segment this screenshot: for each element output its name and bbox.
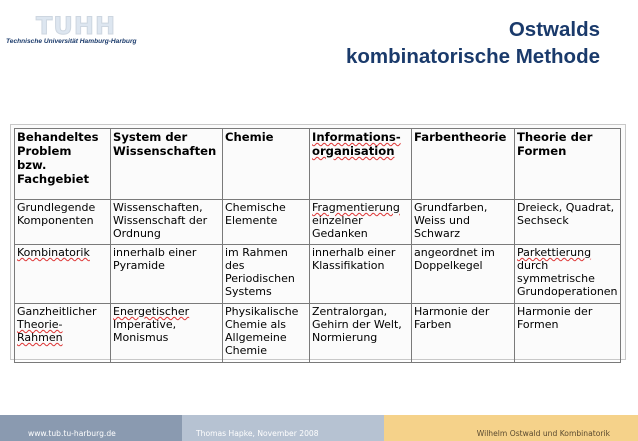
cell-line: einzelner xyxy=(312,214,363,227)
table-cell xyxy=(111,245,223,304)
cell-line: Chemie xyxy=(225,344,267,357)
table-row xyxy=(15,200,621,245)
comparison-table xyxy=(14,128,621,363)
header-cell-farbentheorie: Farbentheorie xyxy=(412,129,515,200)
cell-line: Wissenschaft der xyxy=(113,214,208,227)
cell-line: Normierung xyxy=(312,331,378,344)
header-info-line-1: Informations- xyxy=(312,130,401,144)
cell-line: im Rahmen xyxy=(225,246,288,259)
cell-line: Kombinatorik xyxy=(17,246,90,259)
table-header-row xyxy=(15,129,621,200)
header-cell-system xyxy=(111,129,223,200)
header-info-line-2: organisation xyxy=(312,144,395,158)
table-cell xyxy=(412,304,515,363)
logo-subtitle: Technische Universität Hamburg-Harburg xyxy=(6,38,137,45)
cell-line: Harmonie der xyxy=(517,305,593,318)
table-cell xyxy=(223,304,310,363)
cell-line: Monismus xyxy=(113,331,169,344)
cell-line: Theorie- xyxy=(17,318,63,331)
cell-line: Weiss und xyxy=(414,214,470,227)
cell-line: Imperative, xyxy=(113,318,177,331)
logo-text: TUHH xyxy=(36,12,117,40)
cell-line: Ordnung xyxy=(113,227,161,240)
title-line-2: kombinatorische Methode xyxy=(345,45,600,68)
table-cell xyxy=(515,304,621,363)
table-cell xyxy=(412,200,515,245)
cell-line: innerhalb einer xyxy=(312,246,396,259)
cell-line: durch xyxy=(517,259,549,272)
table-row xyxy=(15,245,621,304)
cell-line: Zentralorgan, xyxy=(312,305,388,318)
footer-topic-section xyxy=(384,415,638,441)
table-cell xyxy=(310,245,412,304)
cell-line: Energetischer xyxy=(113,305,190,318)
table-cell xyxy=(111,200,223,245)
table-cell xyxy=(223,245,310,304)
cell-line: Gedanken xyxy=(312,227,368,240)
footer-author-section xyxy=(182,415,384,441)
table-cell xyxy=(15,200,111,245)
cell-line: Farben xyxy=(414,318,452,331)
cell-line: Grundlegende xyxy=(17,201,96,214)
table-cell xyxy=(310,200,412,245)
table-cell xyxy=(412,245,515,304)
slide-title xyxy=(346,16,600,70)
cell-line: Komponenten xyxy=(17,214,94,227)
cell-line: Harmonie der xyxy=(414,305,490,318)
header-cell-problem xyxy=(15,129,111,200)
cell-line: Periodischen xyxy=(225,272,295,285)
table-frame xyxy=(10,124,626,360)
header-formen-line-2: Formen xyxy=(517,144,567,158)
cell-line: Fragmentierung xyxy=(312,201,400,214)
cell-line: Doppelkegel xyxy=(414,259,483,272)
table-cell xyxy=(310,304,412,363)
header-cell-chemie: Chemie xyxy=(223,129,310,200)
cell-line: Systems xyxy=(225,285,272,298)
header-cell-information xyxy=(310,129,412,200)
cell-line: Chemische xyxy=(225,201,286,214)
table-cell xyxy=(223,200,310,245)
cell-line: Elemente xyxy=(225,214,278,227)
cell-line: angeordnet im xyxy=(414,246,495,259)
table-cell xyxy=(15,245,111,304)
footer-bar xyxy=(0,415,638,441)
cell-line: Ganzheitlicher xyxy=(17,305,97,318)
header-problem-line-1: Behandeltes xyxy=(17,130,99,144)
cell-line: innerhalb einer xyxy=(113,246,197,259)
cell-line: Dreieck, Quadrat, xyxy=(517,201,615,214)
header-problem-line-2: Problem xyxy=(17,144,72,158)
header-problem-line-3: bzw. xyxy=(17,158,47,172)
table-cell xyxy=(15,304,111,363)
footer-website-section xyxy=(0,415,182,441)
tuhh-logo xyxy=(4,8,164,50)
table-cell xyxy=(111,304,223,363)
cell-line: symmetrische xyxy=(517,272,595,285)
title-line-1: Ostwalds xyxy=(508,18,600,41)
cell-line: Formen xyxy=(517,318,559,331)
footer-topic: Wilhelm Ostwald und Kombinatorik xyxy=(476,429,610,438)
cell-line: Grundfarben, xyxy=(414,201,488,214)
cell-line: Gehirn der Welt, xyxy=(312,318,402,331)
cell-line: Allgemeine xyxy=(225,331,287,344)
cell-line: des xyxy=(225,259,245,272)
table-cell xyxy=(515,245,621,304)
header-problem-line-4: Fachgebiet xyxy=(17,172,90,186)
cell-line: Schwarz xyxy=(414,227,461,240)
header-system-line-2: Wissenschaften xyxy=(113,144,217,158)
cell-line: Sechseck xyxy=(517,214,569,227)
cell-line: Pyramide xyxy=(113,259,165,272)
footer-website-link[interactable]: www.tub.tu-harburg.de xyxy=(28,429,116,438)
header-formen-line-1: Theorie der xyxy=(517,130,593,144)
header-system-line-1: System der xyxy=(113,130,188,144)
cell-line: Wissenschaften, xyxy=(113,201,203,214)
cell-line: Physikalische xyxy=(225,305,299,318)
cell-line: Grundoperationen xyxy=(517,285,618,298)
cell-line: Parkettierung xyxy=(517,246,592,259)
table-cell xyxy=(515,200,621,245)
cell-line: Chemie als xyxy=(225,318,286,331)
cell-line: Klassifikation xyxy=(312,259,385,272)
table-row xyxy=(15,304,621,363)
header-cell-formen xyxy=(515,129,621,200)
footer-author: Thomas Hapke, November 2008 xyxy=(196,429,319,438)
cell-line: Rahmen xyxy=(17,331,63,344)
